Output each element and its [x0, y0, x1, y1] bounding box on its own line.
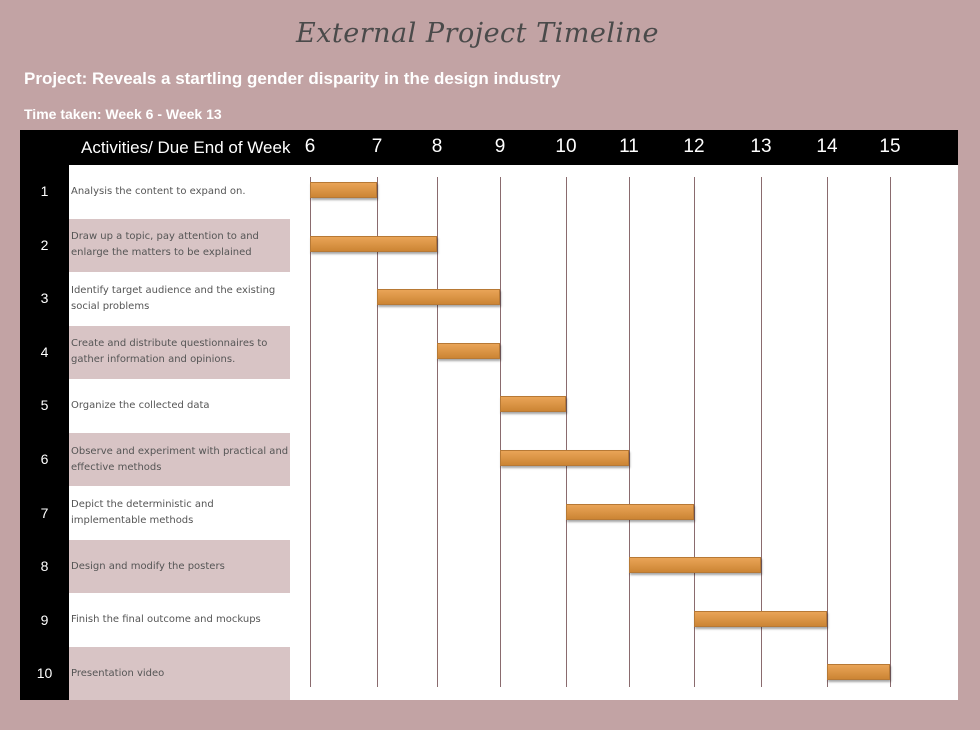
task-number: 10: [36, 665, 53, 682]
task-number: 1: [40, 183, 49, 199]
task-label: Create and distribute questionnaires to gather information and opinions.: [71, 338, 268, 366]
week-gridline: [500, 177, 501, 687]
task-number: 8: [40, 558, 49, 575]
activities-header: Activities/ Due End of Week: [81, 138, 291, 157]
task-bar: [310, 236, 437, 252]
week-gridline: [377, 177, 378, 687]
task-number: 4: [40, 343, 49, 360]
week-label: 12: [683, 136, 705, 157]
week-gridline: [310, 177, 311, 687]
task-number: 7: [40, 504, 49, 521]
task-bar: [827, 664, 890, 680]
task-label: Depict the deterministic and implementable methods: [71, 499, 214, 527]
chart-title: External Project Timeline: [296, 18, 659, 49]
week-gridline: [827, 177, 828, 687]
week-label: 11: [619, 136, 639, 157]
week-gridline: [566, 177, 567, 687]
week-label: 6: [304, 136, 316, 157]
task-label: Design and modify the posters: [71, 560, 225, 572]
task-bar: [437, 343, 500, 359]
task-label: Identify target audience and the existing social problems: [71, 284, 276, 312]
task-bar: [500, 396, 566, 412]
week-label: 13: [750, 136, 772, 157]
week-label: 8: [431, 136, 443, 157]
task-number: 9: [40, 611, 49, 628]
week-gridline: [890, 177, 891, 687]
week-label: 7: [371, 136, 383, 157]
task-label: Finish the final outcome and mockups: [71, 614, 261, 626]
time-taken: Time taken: Week 6 - Week 13: [24, 106, 222, 122]
task-number: 2: [40, 236, 49, 253]
week-gridline: [629, 177, 630, 687]
task-number: 6: [40, 451, 49, 467]
task-label: Observe and experiment with practical and effective methods: [71, 445, 289, 473]
task-bar: [377, 289, 500, 305]
task-label: Organize the collected data: [71, 399, 210, 411]
week-gridline: [437, 177, 438, 687]
task-bar: [629, 557, 761, 573]
task-label: Presentation video: [71, 667, 165, 679]
task-bar: [310, 182, 377, 198]
task-bar: [500, 450, 629, 466]
task-label: Draw up a topic, pay attention to and enlarge the matters to be explained: [71, 231, 259, 259]
project-description: Project: Reveals a startling gender disparity in the design industry: [24, 69, 561, 88]
task-bar: [566, 504, 694, 520]
task-number: 5: [40, 397, 49, 414]
task-bar: [694, 611, 827, 627]
task-label: Analysis the content to expand on.: [71, 185, 246, 197]
week-label: 10: [555, 136, 577, 157]
week-label: 14: [816, 136, 838, 157]
week-label: 15: [879, 136, 901, 157]
task-number: 3: [40, 290, 49, 307]
week-label: 9: [494, 136, 506, 157]
